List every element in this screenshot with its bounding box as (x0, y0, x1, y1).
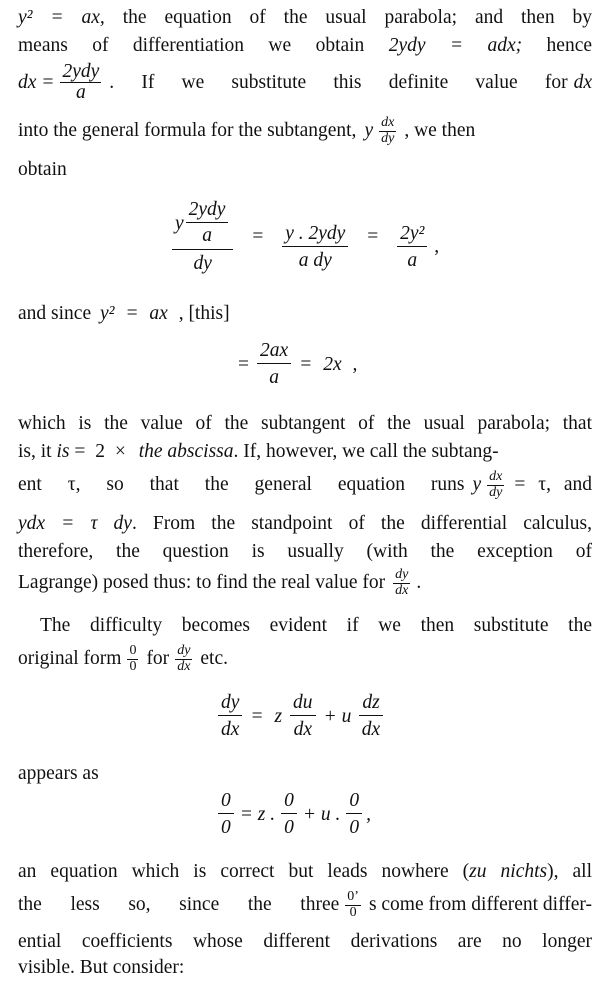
text-span: , [this] (178, 303, 230, 324)
text-span: obtain (18, 159, 67, 180)
fraction-zero-over-zero (281, 790, 297, 839)
equation-differential: 2ydy = adx; (388, 35, 523, 56)
fraction-denominator: dx (395, 582, 409, 598)
text-span: = 2 × (74, 441, 126, 462)
text-line-14 (18, 644, 592, 674)
text-line-9 (18, 470, 592, 500)
text-span: visible. But consider: (18, 957, 185, 978)
fraction-denominator: 0 (349, 904, 357, 920)
text-span: ential coefficients whose different derivations are no longer (18, 931, 592, 952)
fraction-denominator: 0 (349, 817, 360, 839)
text-span: into the general formula for the subtangent, (18, 120, 357, 142)
text-line-15 (18, 762, 592, 785)
text-span: means of differentiation we obtain (18, 35, 365, 56)
text-span: the less so, since the three (18, 894, 340, 916)
text-line-17 (18, 890, 592, 920)
inner-fraction (186, 200, 229, 247)
text-span: = z (250, 705, 283, 727)
equation-zero-forms (218, 790, 371, 839)
equation-product-rule (218, 692, 383, 741)
emphasis-zu-nichts: zu nichts (469, 861, 548, 882)
equals-sign: = (238, 353, 249, 375)
text-span: hence (546, 35, 593, 56)
text-line-16 (18, 860, 592, 883)
text-span: + u (323, 705, 352, 727)
text-span: ), all (547, 861, 593, 882)
fraction-dy-over-dx (175, 644, 192, 674)
variable-y: y (364, 120, 374, 142)
fraction-numerator: 2y² (397, 223, 427, 247)
text-span: Lagrange) posed thus: to find the real value for (18, 572, 386, 594)
fraction-numerator: 0’ (347, 889, 359, 904)
text-span: The difficulty becomes evident if we then substitute the (40, 615, 592, 636)
text-line-13 (40, 614, 592, 637)
text-line-6 (18, 302, 592, 325)
fraction-numerator: 2ax (257, 340, 291, 364)
text-line-7 (18, 412, 592, 435)
text-line-1 (18, 6, 592, 29)
fraction-denominator: dx (177, 658, 191, 674)
fraction-du-over-dx (290, 692, 316, 741)
equation-dx: dx = (18, 72, 55, 94)
fraction-numerator: dx (489, 469, 503, 484)
text-span: , we then (404, 120, 476, 142)
equation-result: = 2x , (299, 353, 358, 375)
fraction-2ax-over-a (257, 340, 291, 389)
equation-parabola: y² = ax (99, 303, 168, 324)
text-span: etc. (200, 648, 229, 670)
comma: , (434, 236, 440, 258)
fraction-numerator: 2ydy (186, 200, 229, 223)
text-line-4 (18, 116, 592, 146)
text-span: which is the value of the subtangent of the usual parabola; that (18, 413, 592, 434)
fraction-zero-over-zero (218, 790, 234, 839)
compound-fraction (172, 200, 233, 274)
text-span: appears as (18, 763, 99, 784)
text-span: ent τ, so that the general equation runs (18, 474, 465, 496)
fraction-dy-over-dx (218, 692, 242, 741)
fraction-denominator: 0 (284, 817, 294, 839)
emphasis-abscissa: the abscissa (138, 441, 234, 462)
comma: , (366, 803, 372, 825)
fraction-numerator: 0 (129, 643, 137, 658)
fraction-dx-over-dy (379, 116, 396, 146)
fraction-denominator: a (407, 250, 418, 272)
text-span: . (416, 572, 422, 594)
fraction-dx-over-dy (487, 470, 504, 500)
text-line-18 (18, 930, 592, 953)
fraction-numerator: dy (218, 692, 242, 716)
fraction-numerator: dy (395, 567, 409, 582)
equation-parabola: y² = ax, (18, 7, 105, 28)
fraction-denominator: a dy (298, 250, 332, 272)
fraction-denominator: 0 (129, 658, 137, 674)
equation-ydx: ydx = τ dy (18, 513, 132, 534)
text-span: therefore, the question is usually (with the exception of (18, 541, 592, 562)
fraction-denominator: dx (361, 719, 381, 741)
variable-y: y (175, 212, 184, 234)
compound-denominator: dy (193, 252, 212, 274)
fraction-zero-over-zero (345, 890, 361, 920)
text-span: original form (18, 648, 122, 670)
equals-sign: = (252, 226, 264, 248)
text-span: = z . (239, 803, 276, 825)
text-line-10 (18, 512, 592, 535)
fraction-result (397, 223, 427, 272)
fraction-numerator: 0 (218, 790, 234, 814)
text-line-19 (18, 956, 592, 979)
variable-dx: dx (573, 72, 592, 94)
equals-sign: = (367, 226, 379, 248)
fraction-numerator: du (290, 692, 316, 716)
equation-two-ax-over-a (238, 340, 357, 389)
fraction-denominator: dy (489, 484, 503, 500)
fraction-denominator: a (202, 225, 212, 247)
emphasis-is: is (56, 441, 70, 462)
text-span: and since (18, 303, 92, 324)
text-line-12 (18, 568, 592, 598)
variable-y: y (472, 474, 482, 496)
text-span: . If we substitute this definite value for (109, 72, 568, 94)
text-span: . From the standpoint of the differential calculus, (131, 513, 592, 534)
fraction-denominator: dx (293, 719, 312, 741)
fraction-numerator: dz (359, 692, 382, 716)
text-span: = τ, and (514, 474, 592, 496)
text-line-8 (18, 440, 592, 463)
fraction-zero-over-zero (346, 790, 362, 839)
fraction-numerator: 2ydy (62, 61, 100, 82)
fraction-numerator: 0 (346, 790, 362, 814)
equation-subtangent-derivation (172, 200, 439, 274)
compound-numerator (172, 200, 233, 250)
fraction-denominator: dy (381, 130, 395, 146)
text-line-5 (18, 158, 592, 181)
text-span: an equation which is correct but leads nowhere ( (18, 861, 470, 882)
fraction-middle (282, 223, 348, 272)
fraction-dz-over-dx (359, 692, 382, 741)
text-line-11 (18, 540, 592, 563)
fraction-dy-over-dx (393, 568, 410, 598)
text-line-2 (18, 34, 592, 57)
text-span: + u . (302, 803, 341, 825)
fraction-denominator: a (75, 82, 86, 104)
text-span: s come from different differ- (368, 894, 592, 916)
fraction-2ydy-over-a (60, 62, 101, 104)
fraction-zero-over-zero (127, 644, 138, 674)
fraction-denominator: a (269, 367, 279, 389)
text-line-3 (18, 62, 592, 104)
fraction-denominator: 0 (221, 817, 231, 839)
text-span: the equation of the usual parabola; and then by (122, 7, 593, 28)
fraction-numerator: y . 2ydy (282, 223, 348, 247)
fraction-numerator: 0 (281, 790, 297, 814)
text-span: . If, however, we call the subtang- (233, 441, 499, 462)
fraction-denominator: dx (221, 719, 240, 741)
text-span: is, it (18, 441, 52, 462)
fraction-numerator: dx (381, 115, 395, 130)
fraction-numerator: dy (177, 643, 191, 658)
text-span: for (146, 648, 170, 670)
